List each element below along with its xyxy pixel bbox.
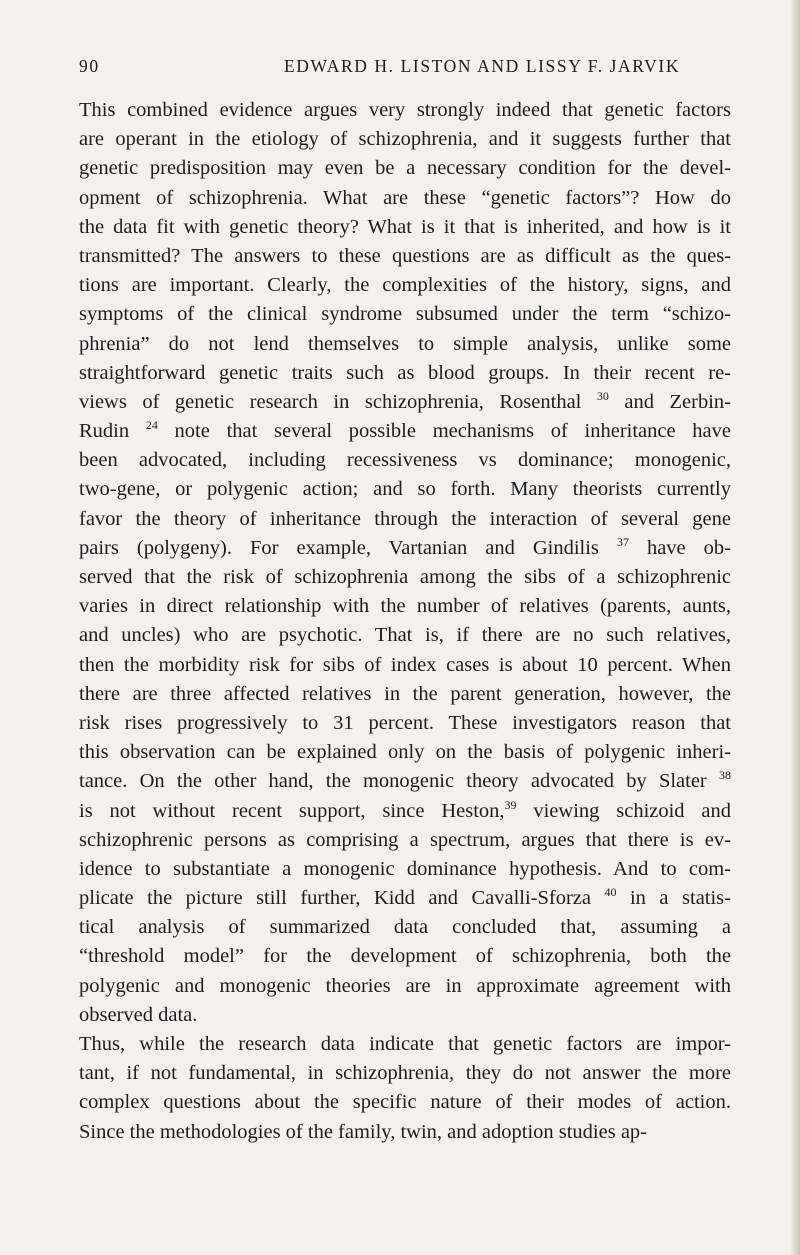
paragraph-1 xyxy=(79,96,731,1030)
body-text xyxy=(79,96,731,1147)
text-segment: Rudin xyxy=(79,420,146,443)
running-head xyxy=(79,56,731,82)
text-line: risk rises progressively to 31 percent. These investigators reason that xyxy=(79,711,731,734)
text-line: the data fit with genetic theory? What is it that is inherited, and how is it xyxy=(79,215,731,238)
text-line: served that the risk of schizophrenia among the sibs of a schizophrenic xyxy=(79,566,731,588)
reference-superscript: 40 xyxy=(604,885,617,900)
text-segment: pairs (polygeny). For example, Vartanian and Gindilis xyxy=(79,536,617,559)
text-line xyxy=(79,388,731,417)
text-line: this observation can be explained only on the basis of polygenic inheri- xyxy=(79,741,731,764)
text-segment: views of genetic research in schizophrenia, Rosenthal xyxy=(79,390,597,413)
text-line: there are three affected relatives in the parent generation, however, the xyxy=(79,682,731,705)
text-line: Thus, while the research data indicate that genetic factors are impor- xyxy=(79,1033,731,1055)
text-line: opment of schizophrenia. What are these “genetic factors”? How do xyxy=(79,186,731,209)
text-line: been advocated, including recessiveness vs dominance; monogenic, xyxy=(79,449,731,472)
text-line: tant, if not fundamental, in schizophrenia, they do not answer the more xyxy=(79,1062,731,1085)
text-line: then the morbidity risk for sibs of index cases is about 10 percent. When xyxy=(79,653,731,676)
text-line: transmitted? The answers to these questions are as difficult as the ques- xyxy=(79,244,731,267)
text-segment: have ob- xyxy=(628,536,731,559)
text-line: varies in direct relationship with the number of relatives (parents, aunts, xyxy=(79,595,731,618)
text-line xyxy=(79,534,731,563)
text-segment: plicate the picture still further, Kidd and Cavalli-Sforza xyxy=(79,887,605,910)
text-line: two-gene, or polygenic action; and so forth. Many theorists currently xyxy=(79,478,731,501)
text-line xyxy=(79,797,731,826)
reference-superscript: 24 xyxy=(145,418,158,433)
text-segment: in a statis- xyxy=(616,887,731,910)
reference-superscript: 39 xyxy=(504,797,517,812)
text-line: “threshold model” for the development of schizophrenia, both the xyxy=(79,945,731,968)
text-line xyxy=(79,884,731,913)
text-line: schizophrenic persons as comprising a spectrum, argues that there is ev- xyxy=(79,828,731,851)
text-line: tical analysis of summarized data concluded that, assuming a xyxy=(79,916,731,939)
text-line: straightforward genetic traits such as blood groups. In their recent re- xyxy=(79,361,731,384)
text-segment: tance. On the other hand, the monogenic theory advocated by Slater xyxy=(79,770,719,793)
text-line: This combined evidence argues very strongly indeed that genetic factors xyxy=(79,99,731,121)
paragraph-2 xyxy=(79,1030,731,1147)
page-edge-shadow xyxy=(790,0,800,1255)
reference-superscript: 38 xyxy=(719,768,731,783)
text-line xyxy=(79,417,731,446)
text-line: genetic predisposition may even be a necessary condition for the devel- xyxy=(79,157,731,180)
text-line: complex questions about the specific nature of their modes of action. xyxy=(79,1091,731,1114)
page-number: 90 xyxy=(79,56,100,76)
text-line: phrenia” do not lend themselves to simple analysis, unlike some xyxy=(79,332,731,355)
text-segment: and Zerbin- xyxy=(608,390,731,413)
text-segment: note that several possible mechanisms of inheritance have xyxy=(157,420,732,443)
text-line: and uncles) who are psychotic. That is, if there are no such relatives, xyxy=(79,624,731,647)
text-line: favor the theory of inheritance through the interaction of several gene xyxy=(79,507,731,530)
text-line: tions are important. Clearly, the complexities of the history, signs, and xyxy=(79,274,731,297)
text-line: are operant in the etiology of schizophrenia, and it suggests further that xyxy=(79,128,731,151)
text-line: idence to substantiate a monogenic dominance hypothesis. And to com- xyxy=(79,857,731,880)
text-segment: is not without recent support, since Heston, xyxy=(79,799,505,822)
text-line: symptoms of the clinical syndrome subsumed under the term “schizo- xyxy=(79,303,731,326)
reference-superscript: 30 xyxy=(596,388,609,403)
header-authors: EDWARD H. LISTON AND LISSY F. JARVIK xyxy=(284,56,681,76)
text-line: Since the methodologies of the family, twin, and adoption studies ap- xyxy=(79,1120,648,1143)
text-line: polygenic and monogenic theories are in approximate agreement with xyxy=(79,974,731,997)
text-line xyxy=(79,767,731,796)
reference-superscript: 37 xyxy=(616,534,629,549)
text-line: observed data. xyxy=(79,1003,198,1026)
text-segment: viewing schizoid and xyxy=(516,799,731,822)
